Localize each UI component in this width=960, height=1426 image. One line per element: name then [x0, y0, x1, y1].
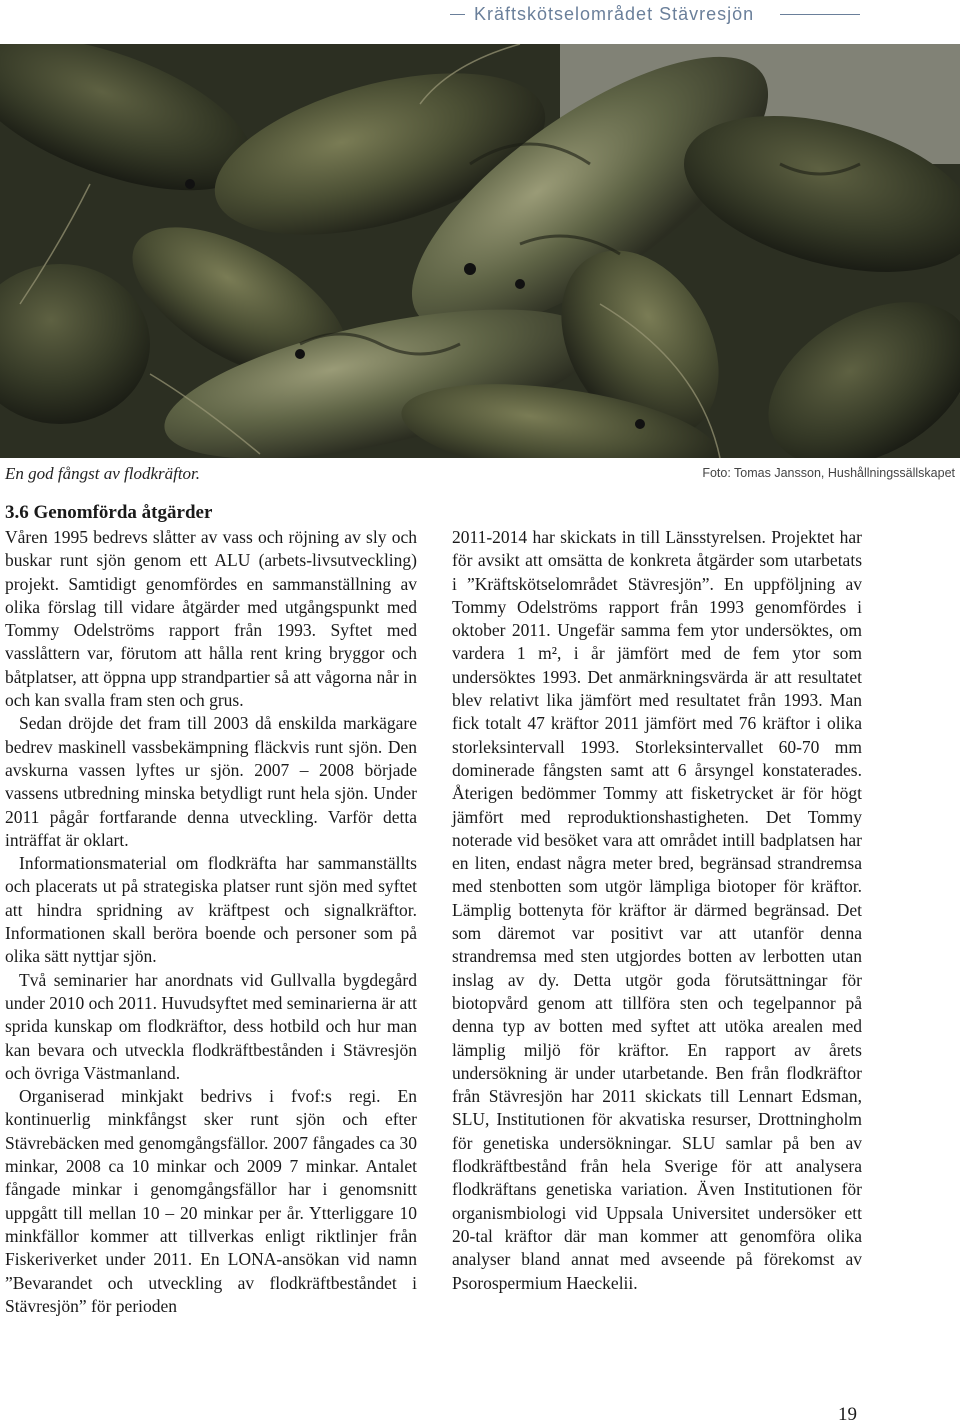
- paragraph: Två seminarier har anordnats vid Gullvalla bygdegård under 2010 och 2011. Huvudsyftet med seminarierna är att sprida kunskap om flodkräftor, dess hotbild och hur man kan bevara och utveckla flodkräftbestånden i Stävresjön och övriga Västmanland.: [5, 969, 417, 1083]
- paragraph: Organiserad minkjakt bedrivs i fvof:s regi. En kontinuerlig minkfångst sker runt sjön och efter Stävrebäcken med genomgångsfällor. 2007 fångades ca 30 minkar, 2008 ca 10 minkar och 2009 7 minkar. Antalet fångade minkar i genomgångsfällor har i genomsnitt uppgått till mellan 10 – 20 minkar per år. Ytterliggare 10 minkfällor kommer att tillverkas enligt riktlinjer från Fiskeriverket under 2011. En LONA-ansökan vid namn ”Bevarandet och utveckling av flodkräftbeståndet i Stävresjön” för perioden: [5, 1086, 417, 1316]
- figure-caption: En god fångst av flodkräftor.: [5, 464, 201, 483]
- crayfish-photo-illustration: [0, 44, 960, 458]
- figure-caption-row: [5, 464, 955, 486]
- paragraph: 2011-2014 har skickats in till Länsstyrelsen. Projektet har för avsikt att omsätta de konkreta åtgärder som utarbetats i ”Kräftskötselområdet Stävresjön”. En uppföljning av Tommy Odelströms rapport från 1993 genomfördes i oktober 2011. Ungefär samma fem ytor undersöktes, om vardera 1 m², i år jämfört med de fem ytor som undersöktes 1993. Det anmärkningsvärda är att resultatet blev relativt lika jämfört med resultatet från 1993. Man fick totalt 47 kräftor 2011 jämfört med 76 kräftor i olika storleksintervall 1993. Storleksintervallet 60-70 mm dominerade fångsten samt att 6 årsyngel konstaterades. Återigen bedömmer Tommy att fisketrycket är för högt jämfört med reproduktionshastigheten. Det Tommy noterade vid besöket vara att området intill badplatsen har en liten, endast några meter bred, begränsad strandremsa med stenbotten som utgör lämpliga biotoper för kräftor. Lämplig bottenyta för kräftor är därmed begränsad. Det som däremot var positivt var att utanför denna strandremsa med sten utgjordes botten av lerbotten utan inslag av dy. Detta utgör goda förutsättningar för biotopvård genom att tillföra sten och tegelpannor på denna typ av botten med syftet att utöka arealen med lämplig miljö för kräftor. En rapport av årets undersökning är under utarbetande. Ben från flodkräftor från Stävresjön har 2011 skickats till Lennart Edsman, SLU, Institutionen för akvatiska resurser, Drottningholm för genetiska undersökningar. SLU samlar på ben av flodkräftbestånd från hela Sverige för att analysera flodkräftans genetiska variation. Även Institutionen för organismbiologi vid Uppsala Universitet undersöker ett 20-tal kräftor där man kommer att genomföra olika analyser bland annat med avseende på förekomst av Psorospermium Haeckelii.: [452, 527, 862, 1293]
- paragraph: Våren 1995 bedrevs slåtter av vass och röjning av sly och buskar runt sjön genom ett ALU (arbets-livsutveckling) projekt. Samtidigt genomfördes en sammanställning av olika förslag till vidare åtgärder med utgångspunkt med Tommy Odelströms rapport från 1993. Syftet med vasslåttern var, förutom att hålla rent kring bryggor och båtplatser, att öppna upp strandpartier så att vågorna når in och kan svalla fram sten och grus.: [5, 527, 417, 711]
- photo-credit: Foto: Tomas Jansson, Hushållningssällskapet: [702, 466, 955, 480]
- section-heading: 3.6 Genomförda åtgärder: [5, 502, 213, 523]
- header-rule-left: [450, 14, 465, 15]
- header-rule-right: [780, 14, 860, 15]
- running-head: [0, 0, 960, 30]
- paragraph: Sedan dröjde det fram till 2003 då enskilda markägare bedrev maskinell vassbekämpning fläckvis runt sjön. Den avskurna vassen lyftes ur sjön. 2007 – 2008 började vassens utbredning minska betydligt runt hela sjön. Under 2011 pågår fortfarande denna utveckling. Varför detta inträffat är oklart.: [5, 713, 417, 850]
- page-number: 19: [838, 1404, 857, 1425]
- crayfish-photo: [0, 44, 960, 458]
- left-column: [5, 502, 417, 1318]
- paragraph: Informationsmaterial om flodkräfta har sammanställts och placerats ut på strategiska platser runt sjön med syftet att hindra spridning av kräftpest och signalkräftor. Informationen skall beröra boende och personer som på olika sätt nyttjar sjön.: [5, 853, 417, 967]
- right-column: [452, 526, 862, 1295]
- running-head-title: Kräftskötselområdet Stävresjön: [474, 4, 755, 24]
